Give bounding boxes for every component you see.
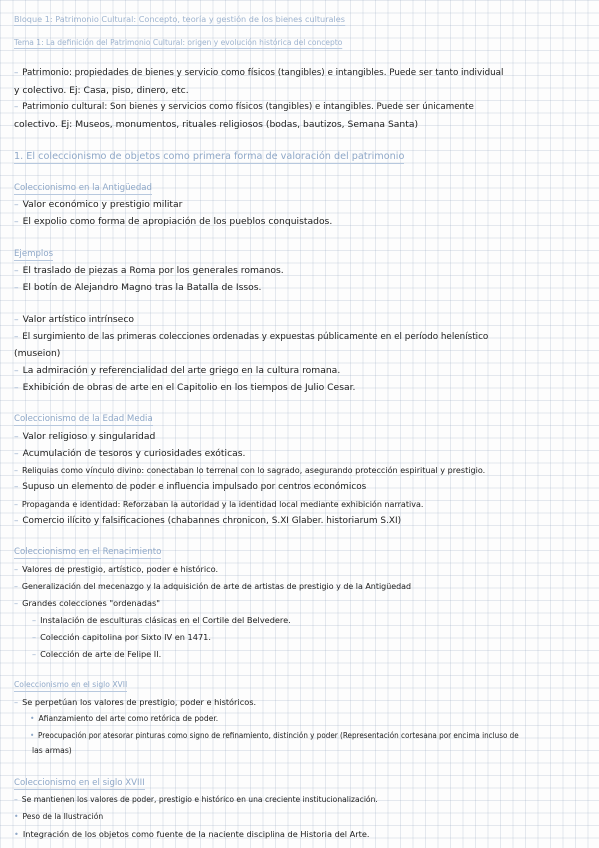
dash-bullet-icon: – xyxy=(14,795,18,804)
dash-bullet-icon: – xyxy=(14,564,19,574)
dash-bullet-icon: – xyxy=(14,365,19,376)
topic-title: Tema 1: La definición del Patrimonio Cultural: origen y evolución histórica del concepto xyxy=(14,37,343,47)
dot-bullet-icon: • xyxy=(14,829,19,839)
list-item: – Reliquias como vínculo divino: conectaban lo terrenal con lo sagrado, asegurando protección espiritual y prestigio. xyxy=(14,465,486,475)
section-title: 1. El coleccionismo de objetos como primera forma de valoración del patrimonio xyxy=(14,151,405,162)
subsection-title-edad-media: Coleccionismo de la Edad Media xyxy=(14,414,153,424)
dot-bullet-icon: • xyxy=(30,714,35,723)
dash-bullet-icon: – xyxy=(14,448,19,459)
list-item: – Se perpetúan los valores de prestigio, poder e históricos. xyxy=(14,697,257,707)
block-title: Bloque 1: Patrimonio Cultural: Concepto, teoría y gestión de los bienes culturales xyxy=(14,14,346,24)
list-subitem: – Colección de arte de Felipe II. xyxy=(32,649,162,659)
list-item: • Integración de los objetos como fuente de la naciente disciplina de Historia del Arte. xyxy=(14,829,370,839)
dash-bullet-icon: – xyxy=(14,199,19,210)
dash-bullet-icon: – xyxy=(14,481,19,492)
list-item-continuation: (museion) xyxy=(14,348,61,359)
list-subitem: • Afianzamiento del arte como retórica de poder. xyxy=(30,714,219,723)
dash-bullet-icon: – xyxy=(32,632,37,642)
intro-line-4: colectivo. Ej: Museos, monumentos, rituales religiosos (bodas, bautizos, Semana Santa) xyxy=(14,119,419,130)
dash-bullet-icon: – xyxy=(14,598,19,608)
subsection-title-ejemplos: Ejemplos xyxy=(14,249,54,259)
list-item: – Valor económico y prestigio militar xyxy=(14,199,183,210)
list-item: – La admiración y referencialidad del arte griego en la cultura romana. xyxy=(14,365,341,376)
list-item: – Comercio ilícito y falsificaciones (chabannes chronicon, S.XI Glaber. historiarum S.XI) xyxy=(14,515,402,526)
subsection-title-siglo-xviii: Coleccionismo en el siglo XVIII xyxy=(14,778,145,788)
list-subitem: • Preocupación por atesorar pinturas como signo de refinamiento, distinción y poder (Representación cortesana por encima incluso de xyxy=(30,731,519,740)
list-item: – Se mantienen los valores de poder, prestigio e histórico en una creciente institucionalización. xyxy=(14,795,378,804)
dash-bullet-icon: – xyxy=(14,67,19,78)
list-item: – Valor religioso y singularidad xyxy=(14,431,156,442)
list-item: – Valor artístico intrínseco xyxy=(14,314,135,325)
list-item: • Peso de la Ilustración xyxy=(14,812,104,821)
dash-bullet-icon: – xyxy=(14,697,19,707)
dash-bullet-icon: – xyxy=(32,615,37,625)
subsection-title-siglo-xvii: Coleccionismo en el siglo XVII xyxy=(14,679,127,692)
dash-bullet-icon: – xyxy=(14,382,19,393)
dot-bullet-icon: • xyxy=(14,812,19,821)
list-item: – Valores de prestigio, artístico, poder e histórico. xyxy=(14,564,219,574)
list-item: – El expolio como forma de apropiación de los pueblos conquistados. xyxy=(14,216,333,227)
list-item: – Propaganda e identidad: Reforzaban la autoridad y la identidad local mediante exhibición narrativa. xyxy=(14,499,424,509)
dash-bullet-icon: – xyxy=(14,314,19,325)
list-item: – Supuso un elemento de poder e influencia impulsado por centros económicos xyxy=(14,481,367,492)
dash-bullet-icon: – xyxy=(14,216,19,227)
list-item: – Grandes colecciones "ordenadas" xyxy=(14,598,161,608)
dash-bullet-icon: – xyxy=(14,331,19,342)
list-item: – Generalización del mecenazgo y la adquisición de arte de artistas de prestigio y de la Antigüedad xyxy=(14,581,412,591)
dash-bullet-icon: – xyxy=(14,499,19,509)
intro-line-1: – Patrimonio: propiedades de bienes y servicio como físicos (tangibles) e intangibles. Puede ser tanto individual xyxy=(14,67,504,78)
subsection-title-antiguedad: Coleccionismo en la Antigüedad xyxy=(14,183,152,193)
intro-line-2: y colectivo. Ej: Casa, piso, dinero, etc. xyxy=(14,85,189,96)
list-subitem: – Instalación de esculturas clásicas en el Cortile del Belvedere. xyxy=(32,615,291,625)
list-item-continuation: las armas) xyxy=(32,746,72,755)
dash-bullet-icon: – xyxy=(14,101,19,112)
dot-bullet-icon: • xyxy=(30,731,35,740)
dash-bullet-icon: – xyxy=(14,431,19,442)
list-item: – Acumulación de tesoros y curiosidades exóticas. xyxy=(14,448,246,459)
dash-bullet-icon: – xyxy=(14,581,18,591)
list-item: – Exhibición de obras de arte en el Capitolio en los tiempos de Julio Cesar. xyxy=(14,382,356,393)
dash-bullet-icon: – xyxy=(14,282,19,293)
list-subitem: – Colección capitolina por Sixto IV en 1471. xyxy=(32,632,211,642)
dash-bullet-icon: – xyxy=(14,265,19,276)
dash-bullet-icon: – xyxy=(32,649,37,659)
intro-line-3: – Patrimonio cultural: Son bienes y servicios como físicos (tangibles) e intangibles. Puede ser únicamente xyxy=(14,101,474,112)
list-item: – El traslado de piezas a Roma por los generales romanos. xyxy=(14,265,284,276)
subsection-title-renacimiento: Coleccionismo en el Renacimiento xyxy=(14,547,162,557)
dash-bullet-icon: – xyxy=(14,465,19,475)
dash-bullet-icon: – xyxy=(14,515,19,526)
list-item: – El botín de Alejandro Magno tras la Batalla de Issos. xyxy=(14,282,262,293)
list-item: – El surgimiento de las primeras colecciones ordenadas y expuestas públicamente en el período helenístico xyxy=(14,331,489,342)
